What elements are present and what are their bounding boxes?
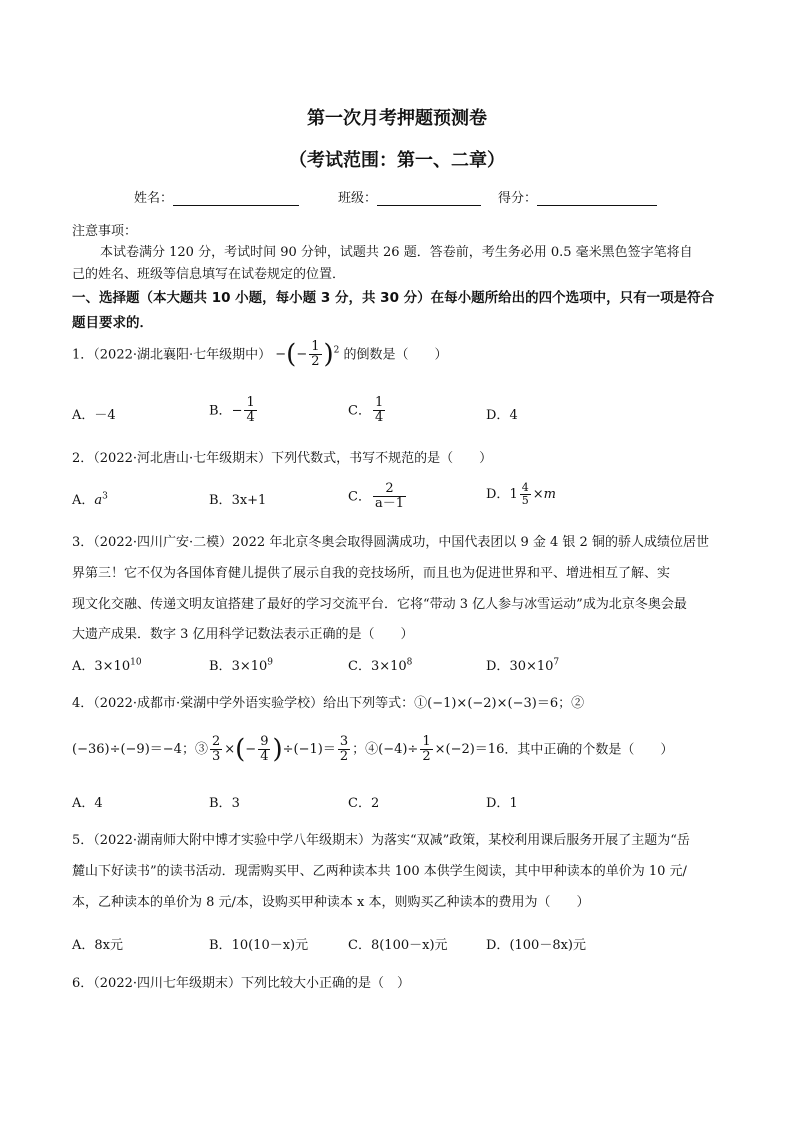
class-label: 班级： — [338, 191, 378, 206]
question-2: 2．（2022·河北唐山·七年级期末）下列代数式，书写不规范的是（ ） — [72, 451, 493, 466]
q2-option-d[interactable]: D．1 $\frac{4}{5}$ ×m — [486, 481, 556, 508]
section-heading-line-2: 题目要求的． — [72, 315, 153, 331]
section-heading-line-1: 一、选择题（本大题共 10 小题，每小题 3 分，共 30 分）在每小题所给出的四个选项中，只有一项是符合 — [72, 290, 715, 306]
class-field — [338, 187, 481, 206]
q4-option-a[interactable]: A．4 — [72, 796, 103, 811]
q1-expression: −(− $\frac{1}{2}$ )$^2$ — [275, 339, 340, 370]
question-5-line-3: 本，乙种读本的单价为 8 元/本，设购买甲种读本 x 本，则购买乙种读本的费用为（ ） — [72, 895, 590, 910]
score-label: 得分： — [498, 191, 538, 206]
q1-suffix: 的倒数是（ ） — [343, 347, 448, 363]
q2-option-c[interactable]: C． $\frac{2}{a-1}$ — [348, 481, 404, 512]
question-3-line-2: 界第三！它不仅为各国体育健儿提供了展示自我的竞技场所，而且也为促进世界和平、增进相互了解、实 — [72, 566, 671, 581]
question-5-line-1: 5．（2022·湖南师大附中博才实验中学八年级期末）为落实“双减”政策，某校利用课后服务开展了主题为“岳 — [72, 833, 690, 848]
question-4-line-1: 4．（2022·成都市·棠湖中学外语实验学校）给出下列等式：①(−1)×(−2)×(−3)＝6；② — [72, 696, 585, 711]
q1-option-a[interactable]: A．－4 — [72, 408, 116, 423]
q4-option-b[interactable]: B．3 — [209, 796, 240, 811]
q4-option-c[interactable]: C．2 — [348, 796, 380, 811]
name-label: 姓名： — [134, 191, 174, 206]
notice-heading: 注意事项： — [72, 224, 138, 239]
notice-line-2: 己的姓名、班级等信息填写在试卷规定的位置． — [72, 267, 346, 282]
q1-option-d[interactable]: D．4 — [486, 408, 518, 423]
score-field — [498, 187, 657, 206]
page-title: 第一次月考押题预测卷 — [307, 108, 487, 129]
question-5-line-2: 麓山下好读书”的读书活动．现需购买甲、乙两种读本共 100 本供学生阅读，其中甲种读本的单价为 10 元/ — [72, 864, 687, 879]
question-6: 6．（2022·四川七年级期末）下列比较大小正确的是（ ） — [72, 976, 410, 991]
q3-option-c[interactable]: C．$3\times 10^8$ — [348, 657, 413, 674]
name-field — [134, 187, 299, 206]
q1-option-b[interactable]: B．− $\frac{1}{4}$ — [209, 395, 255, 426]
q3-option-d[interactable]: D．$30\times 10^7$ — [486, 657, 560, 674]
notice-line-1: 本试卷满分 120 分，考试时间 90 分钟，试题共 26 题．答卷前，考生务必用 0.5 毫米黑色签字笔将自 — [100, 245, 693, 260]
q4-suffix: ．其中正确的个数是（ ） — [504, 742, 674, 758]
q1-option-c[interactable]: C． $\frac{1}{4}$ — [348, 395, 384, 426]
class-blank — [377, 191, 481, 206]
q3-option-a[interactable]: A．$3\times 10^{10}$ — [72, 657, 142, 674]
q5-option-c[interactable]: C．8(100－x)元 — [348, 938, 448, 953]
q5-option-b[interactable]: B．10(10－x)元 — [209, 938, 309, 953]
score-blank — [537, 191, 657, 206]
question-3-line-1: 3．（2022·四川广安·二模）2022 年北京冬奥会取得圆满成功，中国代表团以 9 金 4 银 2 铜的骄人成绩位居世 — [72, 535, 709, 550]
page-subtitle: （考试范围：第一、二章） — [289, 150, 505, 171]
q5-option-a[interactable]: A．8x元 — [72, 938, 123, 953]
q3-option-b[interactable]: B．$3\times 10^9$ — [209, 657, 274, 674]
question-4-line-2 — [72, 735, 673, 765]
q5-option-d[interactable]: D．(100－8x)元 — [486, 938, 586, 953]
q2-option-b[interactable]: B．3x+1 — [209, 493, 267, 508]
question-3-line-3: 现文化交融、传递文明友谊搭建了最好的学习交流平台．它将“带动 3 亿人参与冰雪运动”成为北京冬奥会最 — [72, 597, 687, 612]
question-3-line-4: 大遗产成果．数字 3 亿用科学记数法表示正确的是（ ） — [72, 627, 414, 642]
q1-prefix: 1．（2022·湖北襄阳·七年级期中） — [72, 347, 272, 363]
q4-option-d[interactable]: D．1 — [486, 796, 518, 811]
name-blank — [173, 191, 299, 206]
q2-option-a[interactable]: A．$a^3$ — [72, 491, 108, 508]
question-1 — [72, 340, 448, 370]
q4-expression: (−36)÷(−9)＝−4；③ $\frac{2}{3}$ ×(− $\frac{9}{4}$ )÷(−1)＝ $\frac{3}{2}$ ；④(−4)÷ $\frac{1}{2}$ ×(−2)＝16 — [72, 734, 505, 765]
